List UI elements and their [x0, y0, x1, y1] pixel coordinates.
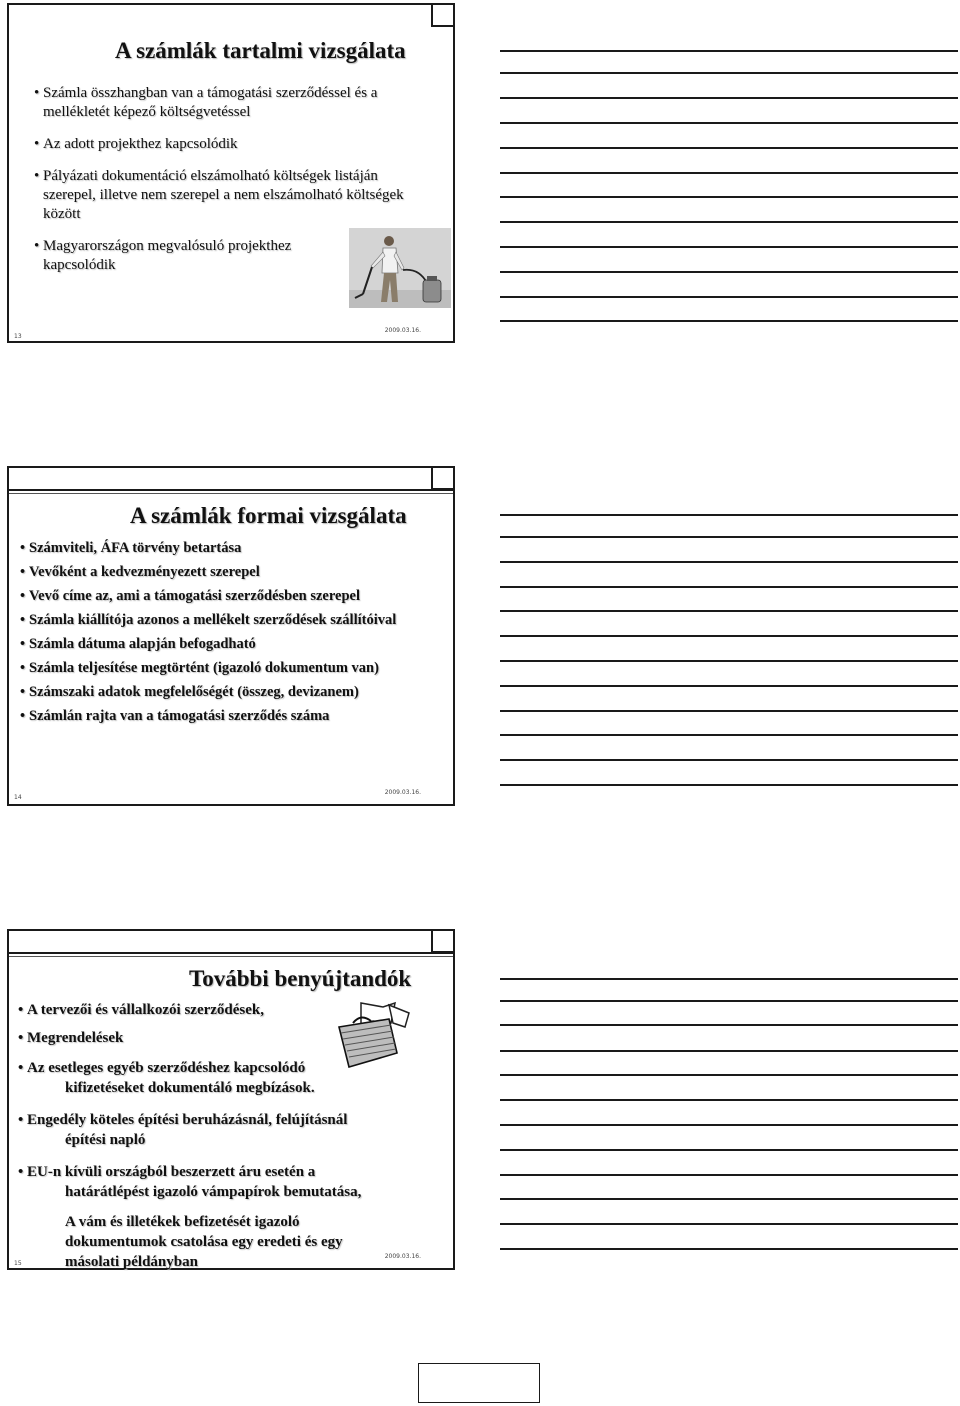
note-line	[500, 271, 958, 273]
slide-date: 2009.03.16.	[384, 327, 421, 334]
note-line	[500, 561, 958, 563]
note-line	[500, 1074, 958, 1076]
note-line	[500, 97, 958, 99]
page-number: 13	[14, 333, 22, 340]
note-line	[500, 734, 958, 736]
bullet-list	[20, 539, 452, 731]
slide-3	[7, 929, 455, 1270]
page-footer-box	[418, 1363, 540, 1403]
list-item: • Számlán rajta van a támogatási szerződés száma	[20, 707, 452, 725]
list-item: • Számla teljesítése megtörtént (igazoló dokumentum van)	[20, 659, 429, 677]
slide-corner-box	[431, 466, 455, 490]
list-item	[18, 1162, 438, 1202]
note-line	[500, 1024, 958, 1026]
note-line	[500, 586, 958, 588]
list-item: • Magyarországon megvalósuló projekthez kapcsolódik	[34, 237, 361, 275]
header-band	[9, 956, 453, 957]
note-line	[500, 296, 958, 298]
note-line	[500, 1124, 958, 1126]
man-vacuuming-image	[349, 228, 451, 308]
note-line	[500, 784, 958, 786]
note-line	[500, 1099, 958, 1101]
note-line	[500, 221, 958, 223]
note-line	[500, 122, 958, 124]
list-item: • Vevő címe az, ami a támogatási szerződésben szerepel	[20, 587, 452, 605]
note-line	[500, 1149, 958, 1151]
list-item: • Számviteli, ÁFA törvény betartása	[20, 539, 452, 557]
note-line	[500, 536, 958, 538]
list-item-continuation: építési napló	[65, 1132, 146, 1148]
note-line	[500, 1050, 958, 1052]
note-line	[500, 172, 958, 174]
list-item: • Vevőként a kedvezményezett szerepel	[20, 563, 452, 581]
list-item-continuation: határátlépést igazoló vámpapírok bemutatása,	[65, 1184, 362, 1200]
note-line	[500, 1223, 958, 1225]
note-line	[500, 1000, 958, 1002]
note-line	[500, 660, 958, 662]
list-item: • Számla dátuma alapján befogadható	[20, 635, 452, 653]
list-item: • Pályázati dokumentáció elszámolható költségek listáján szerepel, illetve nem szerepel a nem elszámolható költségek között	[34, 167, 411, 224]
note-line	[500, 196, 958, 198]
slide-title: A számlák tartalmi vizsgálata	[115, 38, 406, 63]
page-number: 15	[14, 1260, 22, 1267]
list-item: • Az adott projekthez kapcsolódik	[34, 135, 434, 154]
list-item-continuation: kifizetéseket dokumentáló megbízások.	[65, 1080, 315, 1096]
list-item-text: A tervezői és vállalkozói szerződések,	[27, 1002, 265, 1018]
list-item	[18, 1110, 438, 1150]
note-line	[500, 246, 958, 248]
slide-1	[7, 3, 455, 343]
list-item-text: Az esetleges egyéb szerződéshez kapcsolódó	[27, 1060, 306, 1076]
header-band	[9, 493, 453, 494]
note-line	[500, 1174, 958, 1176]
list-item: • Számla kiállítója azonos a mellékelt szerződések szállítóival	[20, 611, 409, 629]
note-line	[500, 514, 958, 516]
header-band	[9, 952, 453, 954]
slide-date: 2009.03.16.	[384, 1253, 421, 1260]
list-item: • Számszaki adatok megfelelőségét (összeg, devizanem)	[20, 683, 452, 701]
note-line	[500, 710, 958, 712]
note-line	[500, 320, 958, 322]
list-item-text: EU-n kívüli országból beszerzett áru esetén a	[27, 1164, 316, 1180]
note-line	[500, 1248, 958, 1250]
header-band	[9, 489, 453, 491]
slide-date: 2009.03.16.	[384, 789, 421, 796]
slide-title: A számlák formai vizsgálata	[130, 503, 407, 528]
note-line	[500, 610, 958, 612]
slide-corner-box	[431, 929, 455, 953]
list-item-text: Engedély köteles építési beruházásnál, felújításnál	[27, 1112, 348, 1128]
list-item	[18, 1212, 365, 1272]
list-item: • Számla összhangban van a támogatási szerződéssel és a mellékletét képező költségvetéssel	[34, 84, 434, 122]
note-line	[500, 635, 958, 637]
note-line	[500, 50, 958, 52]
note-line	[500, 685, 958, 687]
note-line	[500, 72, 958, 74]
slide-title: További benyújtandók	[189, 966, 412, 991]
list-item-text: A vám és illetékek befizetését igazoló dokumentumok csatolása egy eredeti és egy másolati példányban	[65, 1214, 343, 1270]
page-number: 14	[14, 794, 22, 801]
note-line	[500, 759, 958, 761]
note-line	[500, 1198, 958, 1200]
briefcase-papers-image	[331, 1001, 417, 1075]
note-line	[500, 978, 958, 980]
slide-2	[7, 466, 455, 806]
note-line	[500, 147, 958, 149]
list-item-text: Megrendelések	[27, 1030, 124, 1046]
slide-corner-box	[431, 3, 455, 27]
